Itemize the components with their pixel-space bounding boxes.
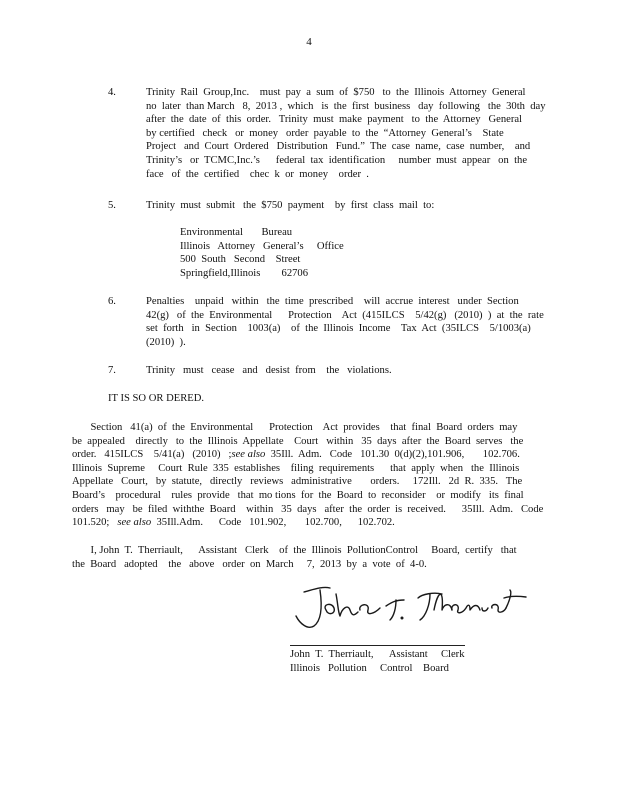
address-line: Illinois Attorney General’s Office <box>180 240 344 252</box>
item-number: 4. <box>108 87 116 98</box>
address-line: Springfield,Illinois 62706 <box>180 267 309 279</box>
mailing-address <box>180 226 344 280</box>
paragraph-line: be appealed directly to the Illinois Appellate Court within 35 days after the Board serves the <box>72 435 524 447</box>
address-line: Environmental Bureau <box>180 227 293 238</box>
item-line: no later than March 8, 2013 , which is the first business day following the 30th day <box>146 100 546 112</box>
paragraph-line: Appellate Court, by statute, directly reviews administrative orders. 172Ill. 2d R. 335. The <box>72 476 523 488</box>
item-number: 7. <box>108 365 116 376</box>
address-line: 500 South Second Street <box>180 254 301 266</box>
item-number: 5. <box>108 200 116 211</box>
so-ordered: IT IS SO OR DERED. <box>108 393 205 404</box>
item-line: (2010) ). <box>146 336 186 348</box>
item-5-text <box>146 199 550 213</box>
paragraph-line: Board’s procedural rules provide that mo tions for the Board to reconsider or modify its final <box>72 489 524 501</box>
certification-paragraph <box>72 544 532 571</box>
item-line: Trinity Rail Group,Inc. must pay a sum of $750 to the Illinois Attorney General <box>146 87 526 98</box>
paragraph-line: I, John T. Therriault, Assistant Clerk of the Illinois PollutionControl Board, certify that <box>72 545 517 556</box>
item-line: after the date of this order. Trinity must make payment to the Attorney General <box>146 114 522 126</box>
paragraph-line: 101.520; see also 35Ill.Adm. Code 101.902, 102.700, 102.702. <box>72 517 395 529</box>
item-line: Penalties unpaid within the time prescribed will accrue interest under Section <box>146 296 519 307</box>
item-7-text <box>146 364 550 378</box>
signer-block <box>290 648 465 675</box>
item-line: by certified check or money order payable to the “Attorney General’s State <box>146 127 504 139</box>
paragraph-line: the Board adopted the above order on March 7, 2013 by a vote of 4-0. <box>72 558 427 570</box>
item-line: set forth in Section 1003(a) of the Illinois Income Tax Act (35ILCS 5/1003(a) <box>146 323 531 335</box>
item-line: Trinity’s or TCMC,Inc.’s federal tax identification number must appear on the <box>146 154 528 166</box>
item-line: Project and Court Ordered Distribution Fund.” The case name, case number, and <box>146 141 531 153</box>
paragraph-line: Illinois Supreme Court Rule 335 establishes filing requirements that apply when the Illinois <box>72 462 520 474</box>
signer-organization: Illinois Pollution Control Board <box>290 662 449 674</box>
page-number: 4 <box>306 36 312 48</box>
item-line: Trinity must cease and desist from the violations. <box>146 365 392 376</box>
item-line: face of the certified chec k or money order . <box>146 168 369 180</box>
item-line: 42(g) of the Environmental Protection Act (415ILCS 5/42(g) (2010) ) at the rate <box>146 309 544 321</box>
item-6-text <box>146 295 550 349</box>
paragraph-line: Section 41(a) of the Environmental Protection Act provides that final Board orders may <box>72 422 518 433</box>
signature-line <box>290 645 465 646</box>
item-number: 6. <box>108 296 116 307</box>
item-4-text <box>146 86 550 181</box>
paragraph-line: orders may be filed withthe Board within 35 days after the order is received. 35Ill. Adm. Code <box>72 503 544 515</box>
paragraph-line: order. 415ILCS 5/41(a) (2010) ;see also 35Ill. Adm. Code 101.30 0(d)(2),101.906, 102.706. <box>72 449 520 461</box>
item-line: Trinity must submit the $750 payment by first class mail to: <box>146 200 435 211</box>
handwritten-signature <box>292 580 532 645</box>
signer-name: John T. Therriault, Assistant Clerk <box>290 649 465 660</box>
appeal-paragraph <box>72 421 544 530</box>
